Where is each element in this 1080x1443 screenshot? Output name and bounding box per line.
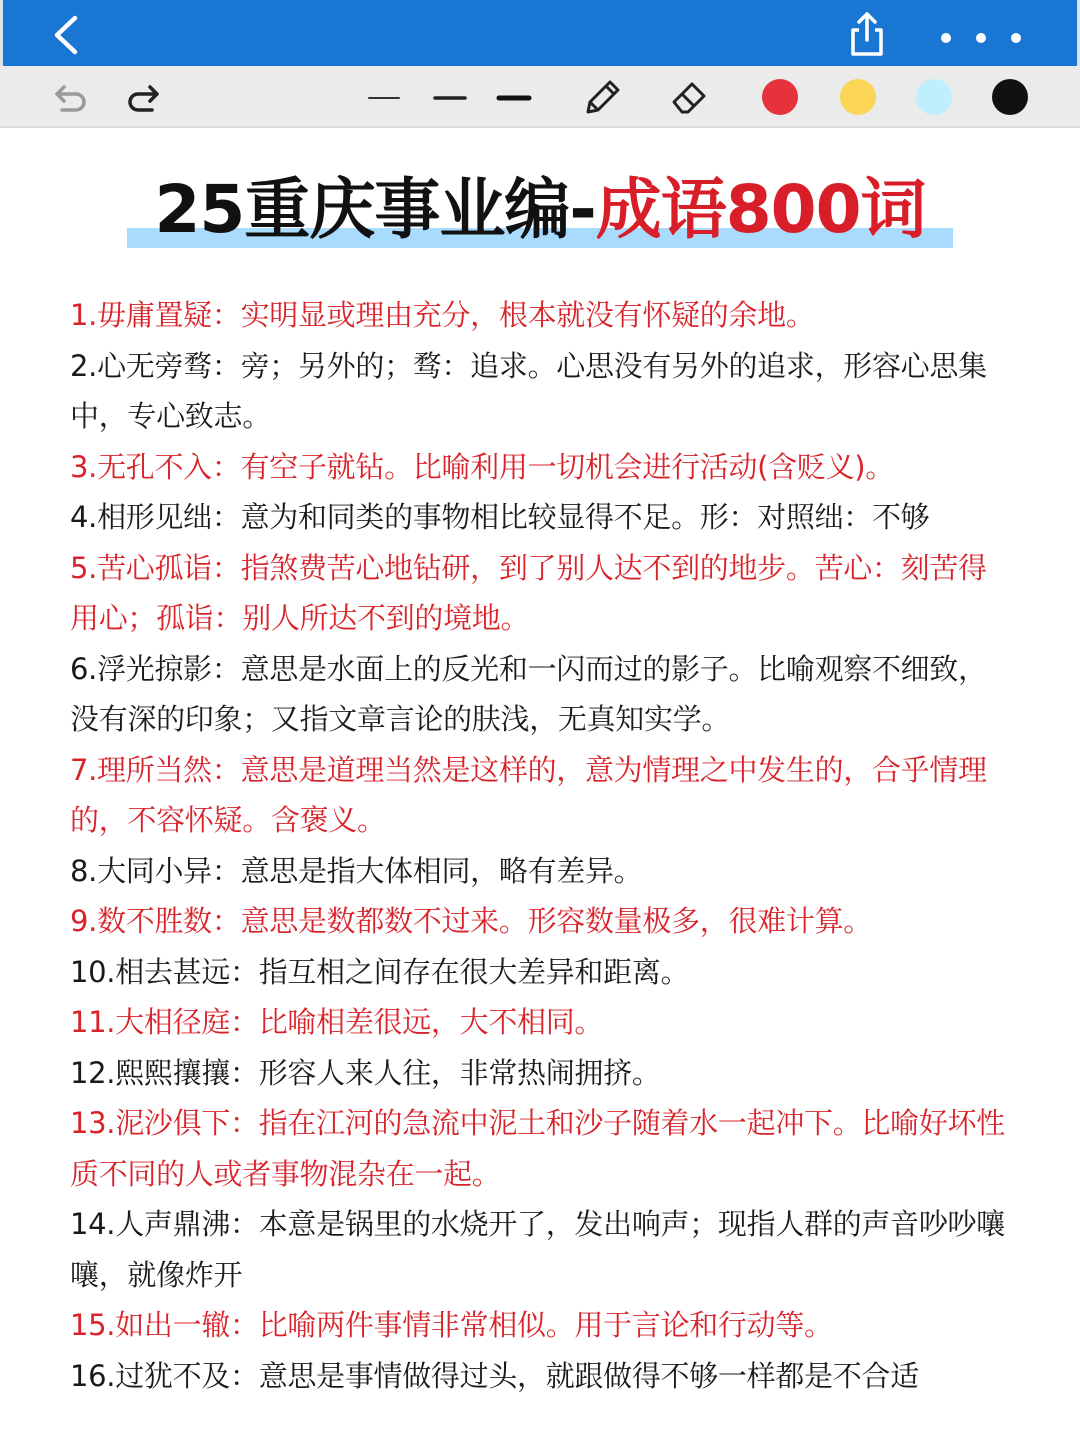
idiom-item: 13.泥沙俱下：指在江河的急流中泥土和沙子随着水一起冲下。比喻好坏性质不同的人或者事物混杂在一起。 [70,1106,1005,1191]
color-red-swatch[interactable] [762,79,798,115]
title-highlight-part: 成语800词 [595,171,926,248]
more-dots-icon [928,18,1028,58]
idiom-item: 3.无孔不入：有空子就钻。比喻利用一切机会进行活动(含贬义)。 [70,449,894,484]
top-navigation-bar [0,0,1080,66]
idiom-item: 6.浮光掠影：意思是水面上的反光和一闪而过的影子。比喻观察不细致，没有深的印象；又指文章言论的肤浅，无真知实学。 [70,651,987,736]
idiom-item: 2.心无旁骛：旁；另外的；骛：追求。心思没有另外的追求，形容心思集中，专心致志。 [70,348,987,433]
drawing-toolbar [0,66,1080,128]
idiom-item: 10.相去甚远：指互相之间存在很大差异和距离。 [70,954,690,989]
idiom-item: 12.熙熙攘攘：形容人来人往，非常热闹拥挤。 [70,1055,661,1090]
undo-icon[interactable] [48,80,88,116]
idiom-item: 9.数不胜数：意思是数都数不过来。形容数量极多，很难计算。 [70,904,872,938]
share-button[interactable] [841,8,893,60]
idiom-item: 8.大同小异：意思是指大体相同，略有差异。 [70,853,643,888]
idiom-item: 1.毋庸置疑：实明显或理由充分，根本就没有怀疑的余地。 [70,298,815,332]
eraser-icon[interactable] [666,74,712,120]
color-light-blue-swatch[interactable] [916,79,952,115]
page-title-block [0,162,1080,262]
idiom-item: 14.人声鼎沸：本意是锅里的水烧开了，发出响声；现指人群的声音吵吵嚷嚷，就像炸开 [70,1207,1005,1292]
idiom-item: 7.理所当然：意思是道理当然是这样的，意为情理之中发生的，合乎情理的，不容怀疑。含褒义。 [70,752,987,837]
idiom-item: 4.相形见绌：意为和同类的事物相比较显得不足。形：对照绌：不够 [70,500,930,534]
color-yellow-swatch[interactable] [840,79,876,115]
idiom-item: 5.苦心孤诣：指煞费苦心地钻研，到了别人达不到的地步。苦心：刻苦得用心；孤诣：别人所达不到的境地。 [70,550,987,635]
color-black-swatch[interactable] [992,79,1028,115]
more-options-button[interactable] [928,18,1028,58]
title-main-part: 25重庆事业编- [154,171,596,248]
pencil-icon[interactable] [580,74,626,120]
idiom-list [70,290,1010,1401]
thick-line-icon[interactable] [496,88,532,108]
idiom-item: 11.大相径庭：比喻相差很远，大不相同。 [70,1005,604,1039]
back-button[interactable] [41,10,91,60]
thin-line-icon[interactable] [366,88,402,108]
page-title [0,162,1080,258]
idiom-item: 16.过犹不及：意思是事情做得过头，就跟做得不够一样都是不合适 [70,1358,919,1393]
idiom-item: 15.如出一辙：比喻两件事情非常相似。用于言论和行动等。 [70,1308,833,1342]
share-icon [841,8,893,60]
chevron-left-icon [41,10,91,60]
medium-line-icon[interactable] [432,88,468,108]
redo-icon[interactable] [126,80,166,116]
